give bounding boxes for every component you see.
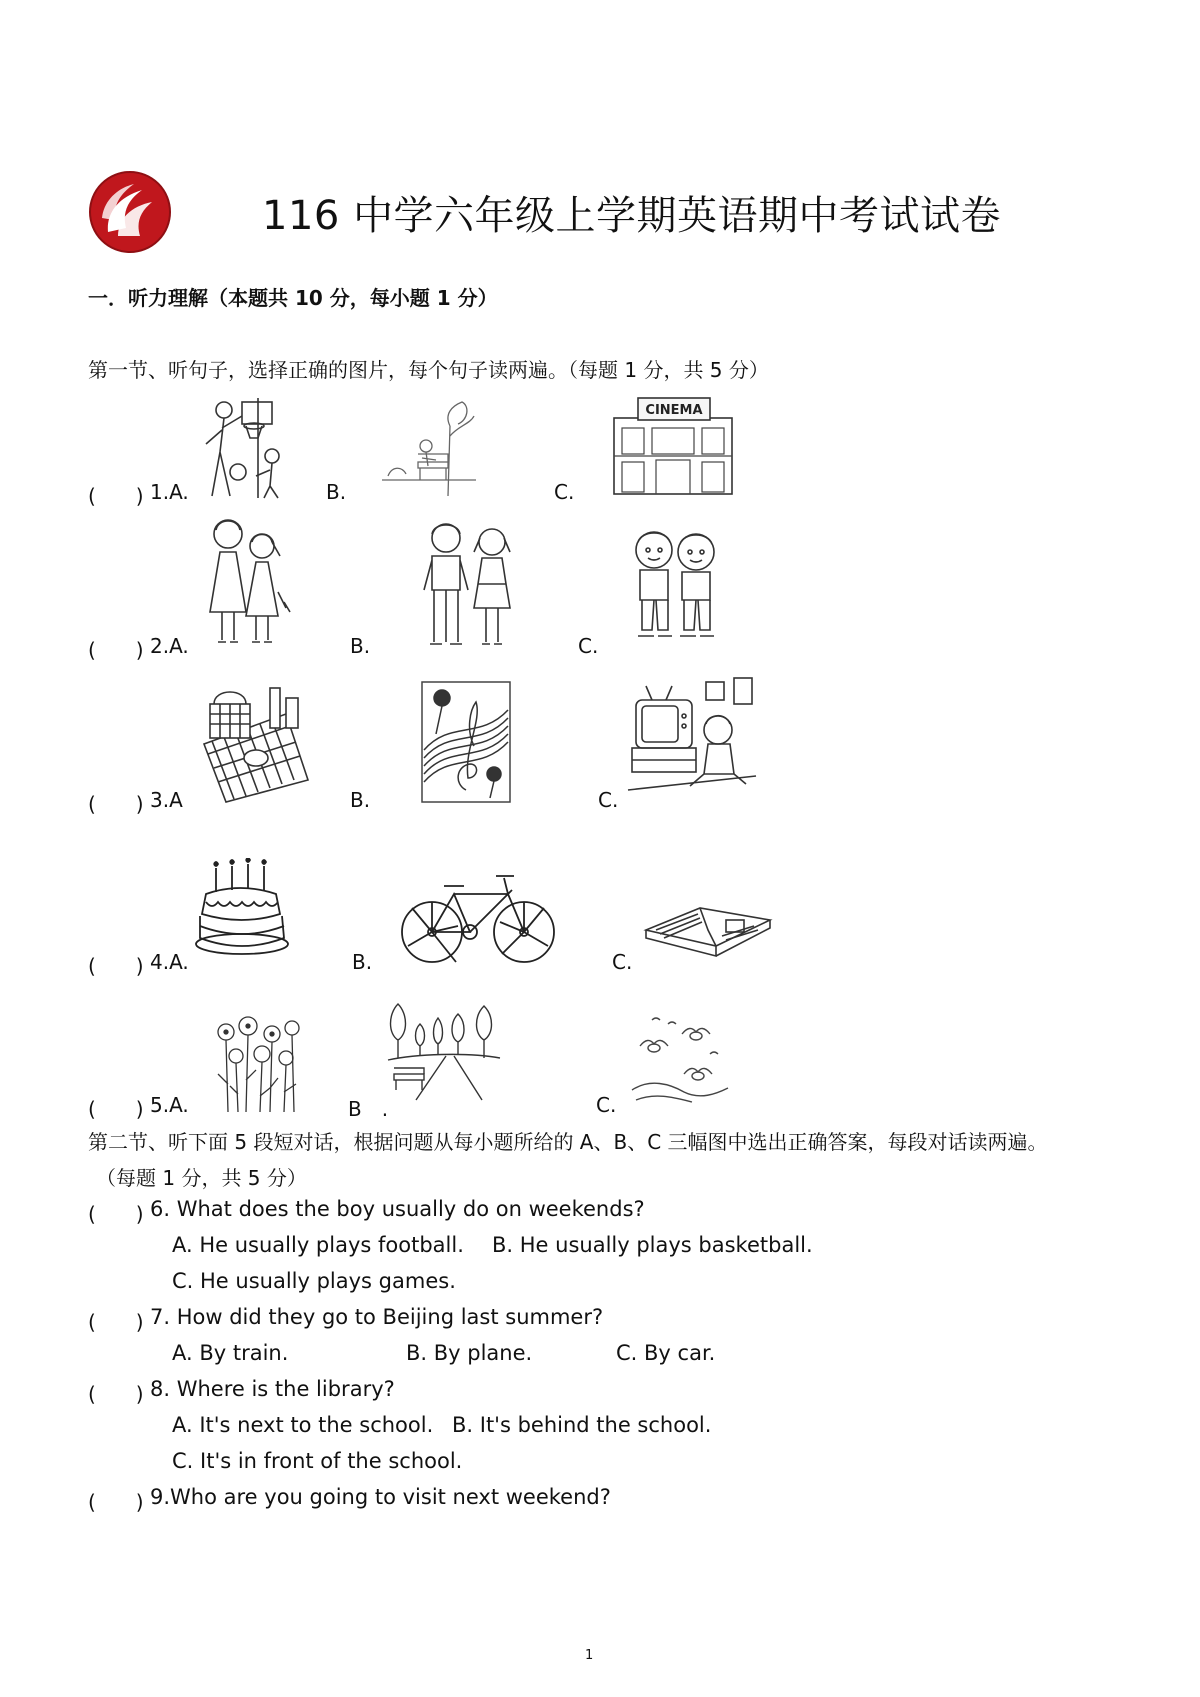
- two-boys-icon: [628, 528, 724, 648]
- birds-icon: [630, 1010, 730, 1106]
- part2-instructions: 第二节、听下面 5 段短对话，根据问题从每小题所给的 A、B、C 三幅图中选出正确答案，每段对话读两遍。: [88, 1130, 1048, 1154]
- page-number: 1: [585, 1648, 594, 1663]
- option-label: B.: [350, 788, 371, 812]
- boy-watching-tv-icon: [626, 676, 758, 794]
- birthday-cake-icon: [192, 858, 292, 958]
- flame-logo-icon: [88, 170, 172, 254]
- park-bench-icon: [378, 396, 478, 500]
- question-text: 7. How did they go to Beijing last summer?: [150, 1305, 604, 1329]
- answer-blank[interactable]: ( ): [88, 1490, 144, 1514]
- basketball-players-icon: [198, 396, 288, 500]
- option-label: 3.A: [150, 788, 183, 812]
- boy-and-girl-icon: [420, 518, 520, 652]
- park-trees-icon: [386, 1000, 502, 1104]
- answer-blank[interactable]: ( ): [88, 638, 144, 662]
- option-label: B.: [350, 634, 371, 658]
- answer-blank[interactable]: ( ): [88, 954, 144, 978]
- section-heading: 一．听力理解（本题共 10 分，每小题 1 分）: [88, 286, 498, 310]
- option-label: C.: [554, 480, 575, 504]
- option-label: C.: [596, 1093, 617, 1117]
- option-label: C.: [612, 950, 633, 974]
- option-label: B .: [348, 1097, 389, 1121]
- option-a: A. It's next to the school.: [172, 1413, 434, 1437]
- option-c: C. He usually plays games.: [172, 1269, 456, 1293]
- part1-instructions: 第一节、听句子，选择正确的图片，每个句子读两遍。（每题 1 分，共 5 分）: [88, 358, 769, 382]
- answer-blank[interactable]: ( ): [88, 1097, 144, 1121]
- option-label: C.: [578, 634, 599, 658]
- bicycle-icon: [398, 866, 558, 966]
- option-label: 1.A.: [150, 480, 189, 504]
- flowers-icon: [212, 1014, 304, 1114]
- answer-blank[interactable]: ( ): [88, 484, 144, 508]
- two-girls-icon: [200, 512, 292, 652]
- option-b: B. By plane.: [406, 1341, 533, 1365]
- cinema-building-icon: [608, 394, 738, 498]
- option-b: B. It's behind the school.: [452, 1413, 712, 1437]
- option-label: 4.A.: [150, 950, 189, 974]
- music-notes-icon: [420, 680, 512, 804]
- question-text: 8. Where is the library?: [150, 1377, 395, 1401]
- option-c: C. By car.: [616, 1341, 716, 1365]
- question-text: 6. What does the boy usually do on weekends?: [150, 1197, 645, 1221]
- answer-blank[interactable]: ( ): [88, 1202, 144, 1226]
- option-label: C.: [598, 788, 619, 812]
- option-label: B.: [352, 950, 373, 974]
- answer-blank[interactable]: ( ): [88, 792, 144, 816]
- picnic-basket-icon: [200, 684, 310, 804]
- answer-blank[interactable]: ( ): [88, 1382, 144, 1406]
- part2-score-note: （每题 1 分，共 5 分）: [96, 1166, 307, 1190]
- option-a: A. By train.: [172, 1341, 289, 1365]
- option-c: C. It's in front of the school.: [172, 1449, 463, 1473]
- option-label: 5.A.: [150, 1093, 189, 1117]
- option-label: 2.A.: [150, 634, 189, 658]
- option-label: B.: [326, 480, 347, 504]
- question-text: 9.Who are you going to visit next weekend?: [150, 1485, 611, 1509]
- cinema-sign-text: CINEMA: [645, 403, 703, 418]
- option-a: A. He usually plays football.: [172, 1233, 464, 1257]
- option-b: B. He usually plays basketball.: [492, 1233, 813, 1257]
- answer-blank[interactable]: ( ): [88, 1310, 144, 1334]
- page-title: 116 中学六年级上学期英语期中考试试卷: [262, 193, 1002, 239]
- open-book-icon: [642, 880, 774, 960]
